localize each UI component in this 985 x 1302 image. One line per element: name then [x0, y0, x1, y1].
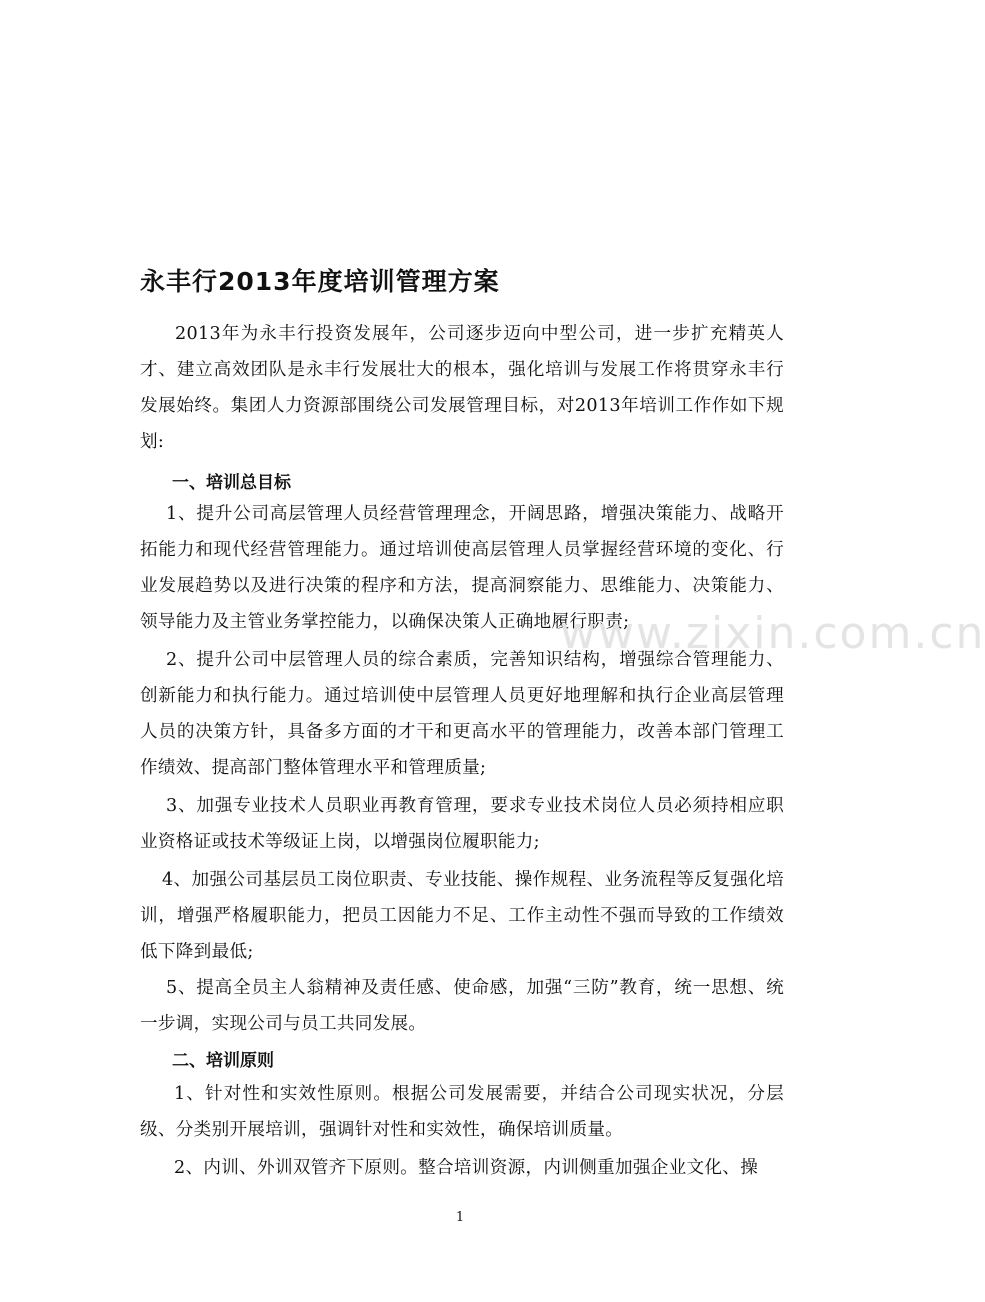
document-title: 永丰行2013年度培训管理方案: [140, 267, 500, 296]
principle-item-1: 1、针对性和实效性原则。根据公司发展需要，并结合公司现实状况，分层级、分类别开展培训，强调针对性和实效性，确保培训质量。: [140, 1084, 784, 1140]
intro-paragraph: 2013年为永丰行投资发展年，公司逐步迈向中型公司，进一步扩充精英人才、建立高效团队是永丰行发展壮大的根本，强化培训与发展工作将贯穿永丰行发展始终。集团人力资源部围绕公司发展管理目标，对2013年培训工作作如下规划:: [140, 324, 784, 452]
page-number: 1: [455, 1210, 465, 1225]
section-heading-goals: 一、培训总目标: [172, 473, 291, 493]
goal-item-1: 1、提升公司高层管理人员经营管理理念，开阔思路，增强决策能力、战略开拓能力和现代经营管理能力。通过培训使高层管理人员掌握经营环境的变化、行业发展趋势以及进行决策的程序和方法，提高洞察能力、思维能力、决策能力、领导能力及主管业务掌控能力，以确保决策人正确地履行职责;: [140, 504, 784, 632]
watermark: www.zixin.com.cn: [560, 608, 985, 659]
goal-item-5: 5、提高全员主人翁精神及责任感、使命感，加强“三防”教育，统一思想、统一步调，实现公司与员工共同发展。: [140, 978, 784, 1034]
goal-item-3: 3、加强专业技术人员职业再教育管理，要求专业技术岗位人员必须持相应职业资格证或技术等级证上岗，以增强岗位履职能力;: [140, 796, 784, 852]
goal-item-4: 4、加强公司基层员工岗位职责、专业技能、操作规程、业务流程等反复强化培训，增强严格履职能力，把员工因能力不足、工作主动性不强而导致的工作绩效低下降到最低;: [140, 870, 784, 962]
principle-item-2: 2、内训、外训双管齐下原则。整合培训资源，内训侧重加强企业文化、操: [174, 1158, 759, 1178]
goal-item-2: 2、提升公司中层管理人员的综合素质，完善知识结构，增强综合管理能力、创新能力和执行能力。通过培训使中层管理人员更好地理解和执行企业高层管理人员的决策方针，具备多方面的才干和更高水平的管理能力，改善本部门管理工作绩效、提高部门整体管理水平和管理质量;: [140, 650, 784, 778]
section-heading-principles: 二、培训原则: [172, 1051, 274, 1071]
